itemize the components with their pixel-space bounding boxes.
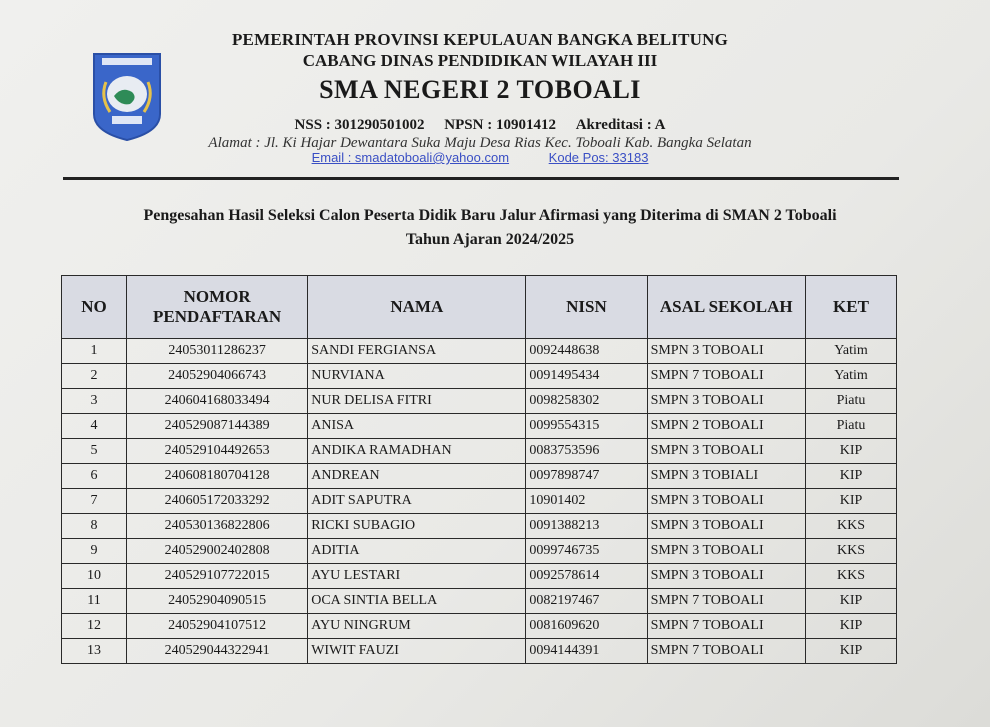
cell-no: 6: [62, 464, 127, 489]
column-header-name: NAMA: [308, 276, 526, 339]
cell-name: ADIT SAPUTRA: [308, 489, 526, 514]
cell-nisn: 0081609620: [526, 614, 647, 639]
table-row: [62, 464, 897, 489]
cell-origin-school: SMPN 3 TOBOALI: [647, 389, 805, 414]
cell-no: 12: [62, 614, 127, 639]
cell-name: WIWIT FAUZI: [308, 639, 526, 664]
cell-nisn: 10901402: [526, 489, 647, 514]
cell-nisn: 0098258302: [526, 389, 647, 414]
table-row: [62, 339, 897, 364]
cell-name: AYU NINGRUM: [308, 614, 526, 639]
column-header-origin-school: ASAL SEKOLAH: [647, 276, 805, 339]
government-name: PEMERINTAH PROVINSI KEPULAUAN BANGKA BELITUNG: [231, 30, 729, 49]
cell-nisn: 0091388213: [526, 514, 647, 539]
table-row: [62, 439, 897, 464]
document-title-line2: Tahun Ajaran 2024/2025: [405, 231, 575, 248]
cell-name: NURVIANA: [308, 364, 526, 389]
cell-origin-school: SMPN 3 TOBOALI: [647, 564, 805, 589]
cell-no: 1: [62, 339, 127, 364]
school-identifiers: [150, 117, 810, 134]
cell-registration-number: 240605172033292: [127, 489, 308, 514]
accepted-students-table: [61, 275, 897, 664]
cell-remarks: KIP: [806, 439, 897, 464]
school-name: SMA NEGERI 2 TOBOALI: [319, 75, 641, 104]
cell-remarks: Yatim: [806, 339, 897, 364]
table-row: [62, 389, 897, 414]
accreditation: Akreditasi : A: [575, 117, 666, 133]
cell-name: ADITIA: [308, 539, 526, 564]
cell-no: 11: [62, 589, 127, 614]
cell-no: 13: [62, 639, 127, 664]
cell-remarks: KIP: [806, 614, 897, 639]
table-row: [62, 414, 897, 439]
cell-registration-number: 240604168033494: [127, 389, 308, 414]
education-branch: CABANG DINAS PENDIDIKAN WILAYAH III: [302, 51, 658, 70]
cell-origin-school: SMPN 3 TOBOALI: [647, 439, 805, 464]
cell-remarks: KIP: [806, 639, 897, 664]
cell-name: ANDREAN: [308, 464, 526, 489]
cell-name: ANISA: [308, 414, 526, 439]
table-row: [62, 364, 897, 389]
document-title-line1: Pengesahan Hasil Seleksi Calon Peserta Didik Baru Jalur Afirmasi yang Diterima di SMAN 2 Toboali: [143, 207, 837, 224]
cell-origin-school: SMPN 3 TOBOALI: [647, 514, 805, 539]
table-header-row: [62, 276, 897, 339]
cell-origin-school: SMPN 7 TOBOALI: [647, 614, 805, 639]
cell-registration-number: 240529104492653: [127, 439, 308, 464]
contact-line: [150, 150, 810, 165]
cell-origin-school: SMPN 3 TOBIALI: [647, 464, 805, 489]
cell-name: RICKI SUBAGIO: [308, 514, 526, 539]
cell-registration-number: 24052904066743: [127, 364, 308, 389]
cell-nisn: 0083753596: [526, 439, 647, 464]
cell-nisn: 0099746735: [526, 539, 647, 564]
cell-origin-school: SMPN 3 TOBOALI: [647, 339, 805, 364]
cell-no: 10: [62, 564, 127, 589]
cell-remarks: Piatu: [806, 389, 897, 414]
table-row: [62, 489, 897, 514]
header-divider: [63, 177, 899, 180]
cell-nisn: 0094144391: [526, 639, 647, 664]
cell-remarks: KKS: [806, 564, 897, 589]
school-address: Alamat : Jl. Ki Hajar Dewantara Suka Maju Desa Rias Kec. Toboali Kab. Bangka Selatan: [208, 135, 752, 151]
cell-registration-number: 240529087144389: [127, 414, 308, 439]
cell-remarks: KIP: [806, 464, 897, 489]
table-row: [62, 589, 897, 614]
cell-registration-number: 240530136822806: [127, 514, 308, 539]
table-row: [62, 539, 897, 564]
cell-origin-school: SMPN 3 TOBOALI: [647, 539, 805, 564]
cell-remarks: Piatu: [806, 414, 897, 439]
table-body: [62, 339, 897, 664]
cell-name: SANDI FERGIANSA: [308, 339, 526, 364]
letterhead: [150, 30, 810, 165]
table-row: [62, 614, 897, 639]
cell-nisn: 0082197467: [526, 589, 647, 614]
npsn-number: NPSN : 10901412: [444, 117, 556, 133]
cell-registration-number: 240529107722015: [127, 564, 308, 589]
cell-origin-school: SMPN 7 TOBOALI: [647, 639, 805, 664]
email-link[interactable]: Email : smadatoboali@yahoo.com: [311, 150, 510, 165]
cell-name: OCA SINTIA BELLA: [308, 589, 526, 614]
cell-nisn: 0091495434: [526, 364, 647, 389]
cell-registration-number: 24052904090515: [127, 589, 308, 614]
postal-code: Kode Pos: 33183: [548, 150, 649, 165]
cell-no: 8: [62, 514, 127, 539]
cell-remarks: KIP: [806, 489, 897, 514]
cell-origin-school: SMPN 7 TOBOALI: [647, 364, 805, 389]
cell-name: ANDIKA RAMADHAN: [308, 439, 526, 464]
cell-no: 2: [62, 364, 127, 389]
cell-registration-number: 240608180704128: [127, 464, 308, 489]
document-title: [60, 204, 920, 252]
cell-no: 7: [62, 489, 127, 514]
cell-registration-number: 240529002402808: [127, 539, 308, 564]
cell-remarks: Yatim: [806, 364, 897, 389]
column-header-nisn: NISN: [526, 276, 647, 339]
cell-registration-number: 24052904107512: [127, 614, 308, 639]
cell-no: 3: [62, 389, 127, 414]
column-header-registration-number: NOMOR PENDAFTARAN: [127, 276, 308, 339]
cell-registration-number: 240529044322941: [127, 639, 308, 664]
cell-no: 4: [62, 414, 127, 439]
table-row: [62, 514, 897, 539]
cell-no: 5: [62, 439, 127, 464]
cell-remarks: KKS: [806, 514, 897, 539]
cell-origin-school: SMPN 2 TOBOALI: [647, 414, 805, 439]
cell-name: NUR DELISA FITRI: [308, 389, 526, 414]
column-header-remarks: KET: [806, 276, 897, 339]
cell-origin-school: SMPN 3 TOBOALI: [647, 489, 805, 514]
cell-nisn: 0092578614: [526, 564, 647, 589]
cell-name: AYU LESTARI: [308, 564, 526, 589]
cell-remarks: KKS: [806, 539, 897, 564]
table-row: [62, 564, 897, 589]
cell-remarks: KIP: [806, 589, 897, 614]
cell-origin-school: SMPN 7 TOBOALI: [647, 589, 805, 614]
cell-registration-number: 24053011286237: [127, 339, 308, 364]
cell-nisn: 0097898747: [526, 464, 647, 489]
table-row: [62, 639, 897, 664]
cell-nisn: 0092448638: [526, 339, 647, 364]
cell-nisn: 0099554315: [526, 414, 647, 439]
nss-number: NSS : 301290501002: [294, 117, 425, 133]
cell-no: 9: [62, 539, 127, 564]
column-header-no: NO: [62, 276, 127, 339]
